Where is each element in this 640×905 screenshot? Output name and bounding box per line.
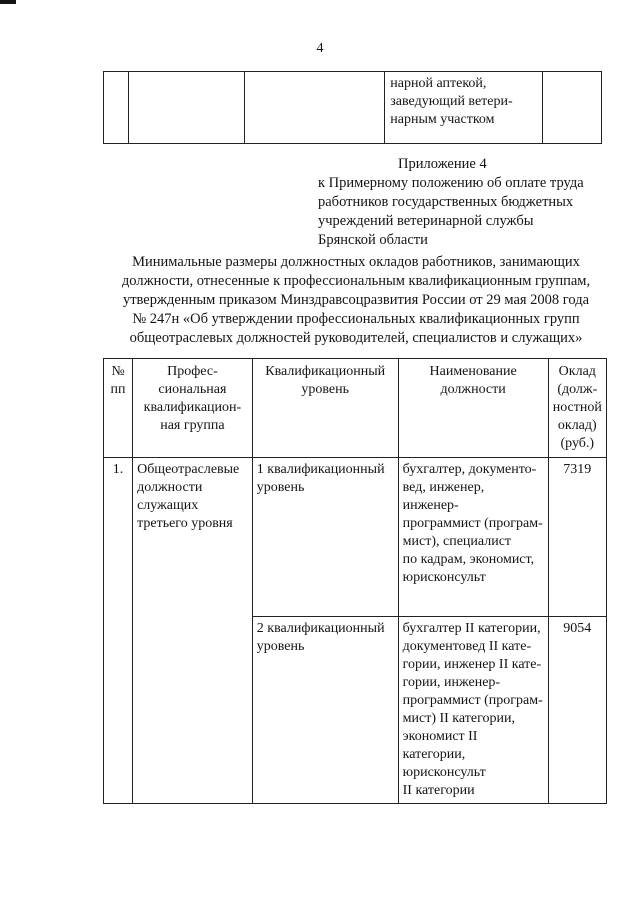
header-position: Наименование должности [398, 359, 548, 458]
appendix-block [318, 155, 584, 250]
salary-cell: 9054 [548, 617, 606, 804]
position-cell: нарной аптекой, заведующий ветери- нарным участком [385, 72, 543, 144]
continuation-table [103, 71, 602, 144]
group-name: Общеотраслевые должности служащих третьего уровня [133, 458, 253, 804]
heading-line: № 247н «Об утверждении профессиональных квалификационных групп [132, 311, 580, 327]
header-level: Квалификационный уровень [252, 359, 398, 458]
header-group: Профес- сиональная квалификацион- ная группа [133, 359, 253, 458]
positions-cell: бухгалтер II категории, документовед II кате- гории, инженер II кате- гории, инженер- программист (програм- мист) II категории, экономист II категории, юрисконсульт II категории [398, 617, 548, 804]
level-cell: 1 квалификационный уровень [252, 458, 398, 617]
page-number: 4 [316, 41, 324, 56]
header-number: № пп [104, 359, 133, 458]
appendix-line: учреждений ветеринарной службы [318, 213, 534, 229]
table-header-row [104, 359, 607, 458]
level-cell: 2 квалификационный уровень [252, 617, 398, 804]
heading-line: должности, отнесенные к профессиональным квалификационным группам, [121, 273, 591, 289]
appendix-line: Брянской области [318, 232, 428, 248]
empty-cell [128, 72, 244, 144]
row-number: 1. [104, 458, 133, 804]
heading-line: утвержденным приказом Минздравсоцразвития России от 29 мая 2008 года [122, 292, 590, 308]
heading-line: Минимальные размеры должностных окладов работников, занимающих [132, 254, 580, 270]
empty-cell [543, 72, 602, 144]
empty-cell [104, 72, 129, 144]
table-row [104, 72, 602, 144]
document-heading [108, 253, 604, 348]
scan-corner-mark [0, 0, 16, 4]
table-row [104, 458, 607, 617]
empty-cell [244, 72, 385, 144]
salary-table [103, 358, 607, 804]
salary-cell: 7319 [548, 458, 606, 617]
appendix-line: к Примерному положению об оплате труда [318, 175, 584, 191]
appendix-title: Приложение 4 [398, 156, 487, 172]
appendix-line: работников государственных бюджетных [318, 194, 574, 210]
header-salary: Оклад (долж- ностной оклад) (руб.) [548, 359, 606, 458]
heading-line: общеотраслевых должностей руководителей, специалистов и служащих» [129, 330, 583, 346]
positions-cell: бухгалтер, документо- вед, инженер, инженер- программист (програм- мист), специалист по кадрам, экономист, юрисконсульт [398, 458, 548, 617]
